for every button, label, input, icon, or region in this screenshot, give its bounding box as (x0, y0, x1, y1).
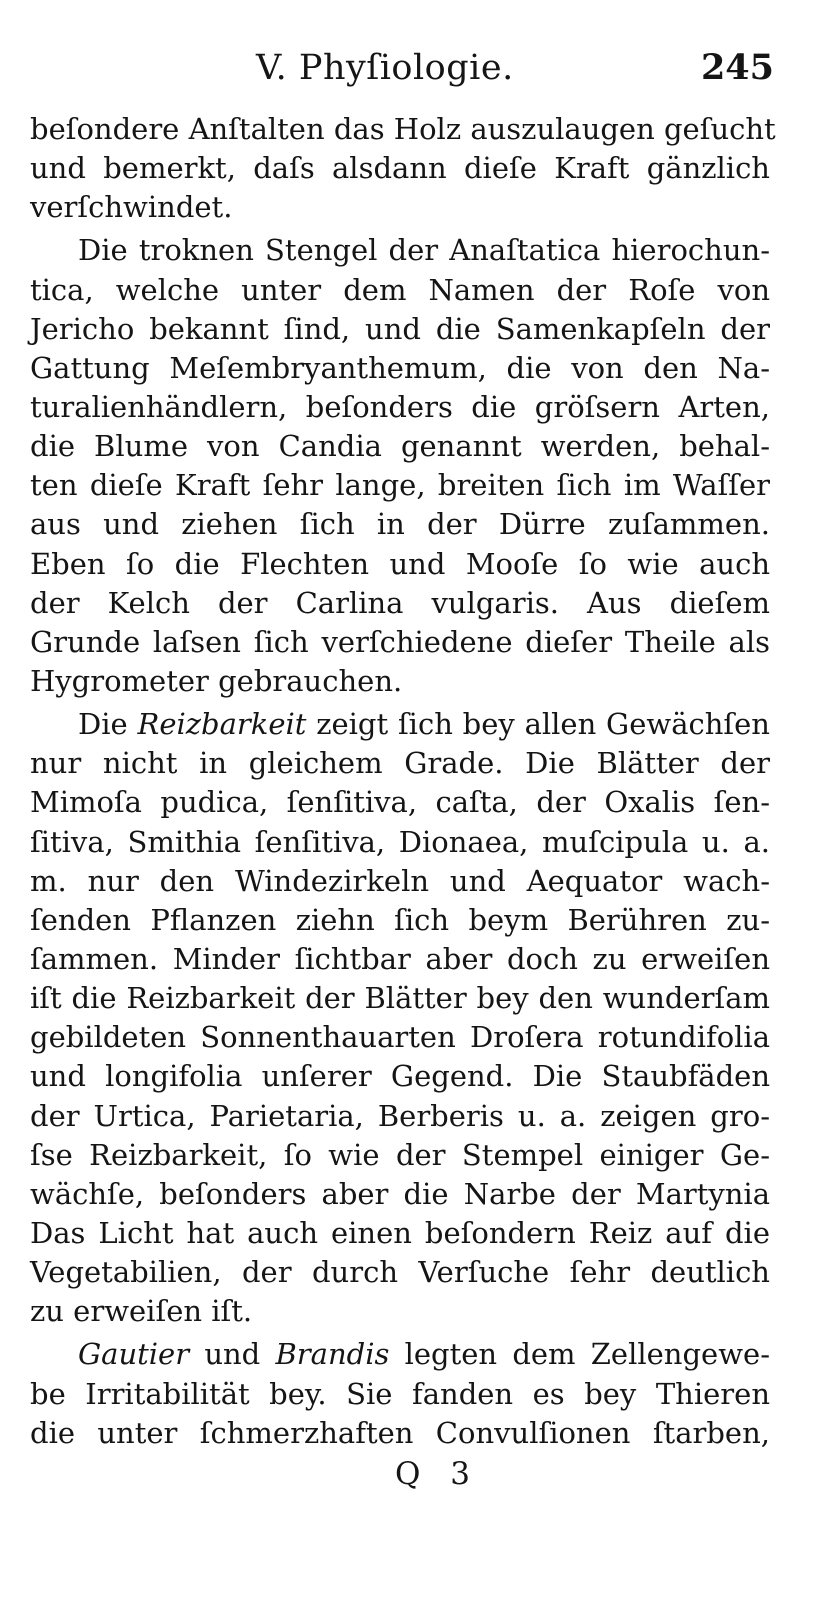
emphasis-name: Brandis (275, 1337, 390, 1372)
paragraph-1 (30, 110, 776, 227)
emphasis-term: Reizbarkeit (137, 707, 307, 742)
text-line: zu erweiſen iſt. (30, 1294, 253, 1329)
text-line: verſchwindet. (30, 190, 233, 225)
text-line: m. nur den Windezirkeln und Aequator wach- (30, 863, 770, 898)
text-line: Eben ſo die Flechten und Mooſe ſo wie auch (30, 546, 770, 581)
text-line: ten dieſe Kraft ſehr lange, breiten ſich im Waſſer (30, 468, 770, 503)
text-line: Hygrometer gebrauchen. (30, 663, 403, 698)
text-line: ſse Reizbarkeit, ſo wie der Stempel einiger Ge- (30, 1137, 770, 1172)
text-line: ſitiva, Smithia ſenſitiva, Dionaea, muſcipula u. a. (30, 824, 770, 859)
text-line (30, 705, 770, 744)
text-line: aus und ziehen ſich in der Dürre zuſammen. (30, 507, 770, 542)
text-line: Gattung Meſembryanthemum, die von den Na- (30, 350, 770, 385)
text-fragment: legten dem Zellengewe- (389, 1337, 770, 1372)
paragraph-4 (30, 1335, 770, 1452)
text-line: Die troknen Stengel der Anaſtatica hierochun- (78, 233, 770, 268)
text-line: ſenden Pflanzen ziehn ſich beym Berühren zu- (30, 902, 770, 937)
paragraph-2 (30, 231, 770, 701)
text-fragment: und (189, 1337, 276, 1372)
text-fragment: Die (78, 707, 138, 742)
text-line (30, 1335, 770, 1374)
text-line: gebildeten Sonnenthauarten Droſera rotundifolia (30, 1020, 770, 1055)
text-line: der Urtica, Parietaria, Berberis u. a. zeigen gro- (30, 1098, 770, 1133)
text-line: beſondere Anſtalten das Holz auszulaugen geſucht (30, 112, 776, 146)
text-line: be Irritabilität bey. Sie fanden es bey Thieren (30, 1376, 770, 1411)
text-line: Grunde laſsen ſich verſchiedene dieſer Theile als (30, 624, 770, 659)
text-line: wächſe, beſonders aber die Narbe der Martynia (30, 1176, 770, 1211)
text-line: nur nicht in gleichem Grade. Die Blätter der (30, 746, 770, 781)
text-line: Mimoſa pudica, ſenſitiva, caſta, der Oxalis ſen- (30, 785, 770, 820)
text-line: ſammen. Minder ſichtbar aber doch zu erweiſen (30, 941, 770, 976)
emphasis-name: Gautier (78, 1337, 190, 1372)
text-line: und bemerkt, daſs alsdann dieſe Kraft gänzlich (30, 151, 770, 186)
text-fragment: zeigt ſich bey allen Gewächſen (306, 707, 770, 742)
running-title: V. Phyſiologie. (256, 48, 514, 88)
body-text (30, 110, 776, 1453)
text-line: tica, welche unter dem Namen der Roſe von (30, 272, 770, 307)
text-line: turalienhändlern, beſonders die gröſsern Arten, (30, 389, 770, 424)
text-line: Vegetabilien, der durch Verſuche ſehr deutlich (30, 1255, 770, 1290)
page-header (0, 40, 830, 96)
paragraph-3 (30, 705, 770, 1331)
text-line: iſt die Reizbarkeit der Blätter bey den wunderſam (30, 981, 770, 1016)
signature-mark: Q 3 (395, 1456, 480, 1492)
text-line: und longifolia unſerer Gegend. Die Staubfäden (30, 1059, 770, 1094)
text-line: der Kelch der Carlina vulgaris. Aus dieſem (30, 585, 770, 620)
text-line: die Blume von Candia genannt werden, behal- (30, 429, 770, 464)
text-line: Das Licht hat auch einen beſondern Reiz auf die (30, 1215, 770, 1250)
text-line: die unter ſchmerzhaften Convulſionen ſtarben, (30, 1415, 770, 1450)
text-line: Jericho bekannt ſind, und die Samenkapſeln der (30, 311, 770, 346)
page-number: 245 (700, 47, 774, 88)
